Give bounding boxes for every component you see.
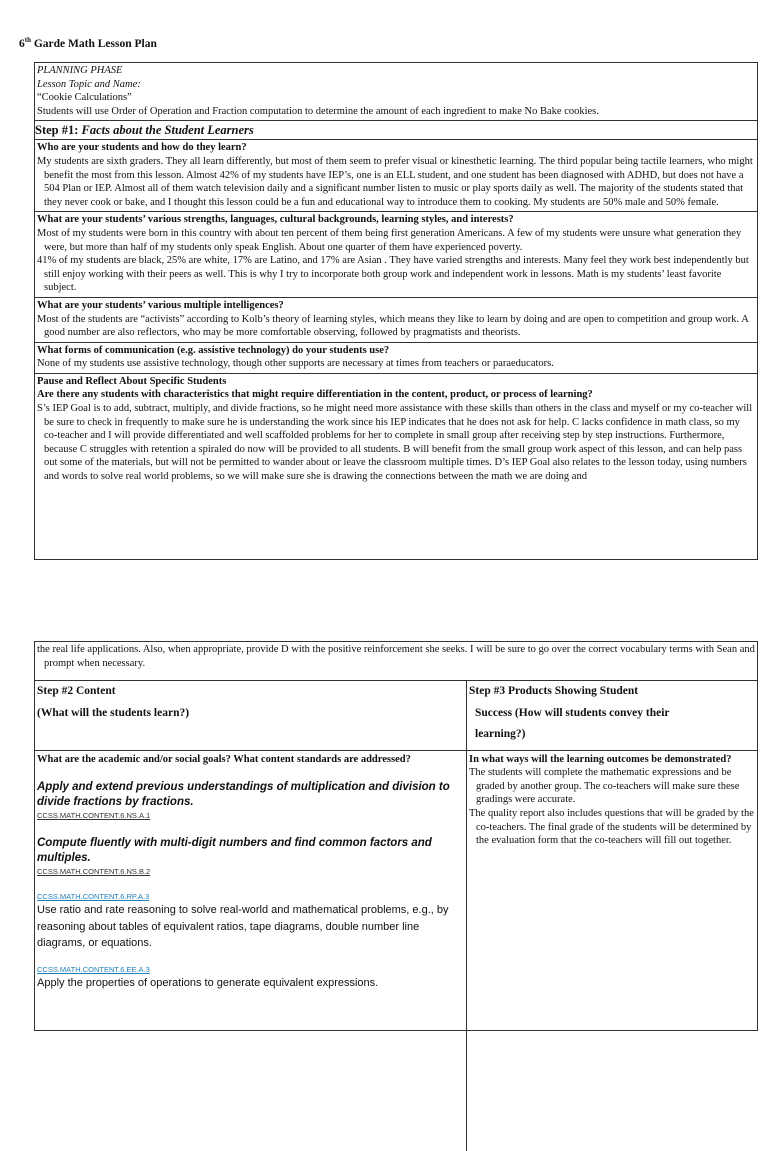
outcomes-answer-1: The students will complete the mathematic expressions and be graded by another group. The co-teachers will make sure these gradings were accurate.	[469, 767, 740, 806]
step1-header: Step #1: Facts about the Student Learners	[35, 121, 757, 140]
steps-header-row	[35, 681, 757, 751]
page-title: 6th Garde Math Lesson Plan	[19, 36, 157, 50]
students-learn-answer: My students are sixth graders. They all learn differently, but most of them seem to prefer visual or kinesthetic learning. The third popular being tactile learners, who might benefit the most from this lesson. Almost 42% of my students have IEP’s, one is an ELL student, and one student has been diagnosed with ADHD, but does not have a 504 Plan or IEP. Almost all of them watch television daily and a significant number listen to music or play sports daily as well. The majority of the students stated that they never cook or bake, and I thought this lesson could be a fun and educational way to introduce them to cooking. My students are 50% male and 50% female.	[37, 155, 753, 208]
intelligences-question: What are your students’ various multiple intelligences?	[37, 299, 284, 311]
communication-answer: None of my students use assistive technology, though other supports are necessary at times from teachers or paraeducators.	[37, 358, 554, 370]
students-learn-section	[35, 140, 757, 212]
outcomes-answer-2: The quality report also includes questions that will be graded by the co-teachers. The final grade of the students will be determined by the evaluation form that the co-teachers will fill out together.	[469, 808, 754, 847]
strengths-section	[35, 212, 757, 298]
pause-reflect-heading: Pause and Reflect About Specific Students	[37, 375, 227, 387]
strengths-answer-2: 41% of my students are black, 25% are white, 17% are Latino, and 17% are Asian . They have varied strengths and interests. Many feel they work best independently but still enjoy working with their peers as well. This is why I try to incorporate both group work and independent work in lessons. Math is my students’ least favorite subject.	[37, 255, 749, 294]
topic-label: Lesson Topic and Name:	[37, 78, 141, 90]
communication-question: What forms of communication (e.g. assistive technology) do your students use?	[37, 344, 390, 356]
strengths-question: What are your students’ various strengths, languages, cultural backgrounds, learning styles, and interests?	[37, 214, 514, 226]
intelligences-section	[35, 298, 757, 343]
topic-name: “Cookie Calculations”	[37, 92, 132, 104]
standard-4-link[interactable]: CCSS.MATH.CONTENT.6.EE.A.3	[37, 964, 150, 974]
step3-header: Step #3 Products Showing Student Success (How will students convey their learning?)	[469, 685, 670, 741]
standard-4-text: Apply the properties of operations to generate equivalent expressions.	[37, 976, 379, 989]
outcomes-question: In what ways will the learning outcomes be demonstrated?	[469, 753, 732, 765]
content-table	[34, 641, 758, 1031]
standard-3-text: Use ratio and rate reasoning to solve real-world and mathematical problems, e.g., by reasoning about tables of equivalent ratios, tape diagrams, double number line diagrams, or equations.	[37, 904, 449, 950]
standard-3-link[interactable]: CCSS.MATH.CONTENT.6.RP.A.3	[37, 892, 150, 902]
step3-body	[467, 751, 757, 1151]
intelligences-answer: Most of the students are “activists” according to Kolb’s theory of learning styles, which means they like to learn by doing and are open to competition and group work. A good number are also reflectors, who may be more comfortable observing, followed by pragmatists and theorists.	[37, 313, 749, 339]
planning-phase-label: PLANNING PHASE	[37, 65, 123, 76]
lesson-summary: Students will use Order of Operation and Fraction computation to determine the amount of each ingredient to make No Bake cookies.	[37, 105, 599, 117]
step2-body	[35, 751, 467, 1151]
differentiation-answer: S’s IEP Goal is to add, subtract, multiply, and divide fractions, so he might need more assistance with these skills than others in the class and myself or my co-teacher will be sure to check in frequently to make sure he is understanding the work since his IEP indicates that he does not ask for help. C lacks confidence in math class, so my co-teacher and I will provide differentiated and well scaffolded problems for her to complete in small group after receiving step by step instructions. Furthermore, because C struggles with retention a spiraled do now will be provided to all students. B will benefit from the small group work aspect of this lesson, and can help pass out some of the materials, but will not be permitted to wander about or leave the classroom multiple times. D’s IEP Goal also relates to the lesson today, using numbers and words to solve real world problems, so we will make sure she is drawing the connections between the math we are doing and	[37, 403, 753, 483]
standard-1-text: Apply and extend previous understandings of multiplication and division to divide fractions by fractions.	[37, 781, 450, 809]
differentiation-question: Are there any students with characteristics that might require differentiation in the content, product, or process of learning?	[37, 389, 593, 401]
steps-body-row	[35, 751, 757, 1151]
continuation-text: the real life applications. Also, when appropriate, provide D with the positive reinforcement she seeks. I will be sure to go over the correct vocabulary terms with Sean and prompt when necessary.	[37, 644, 755, 669]
planning-phase-row	[35, 63, 757, 121]
standard-2-text: Compute fluently with multi-digit numbers and find common factors and multiples.	[37, 837, 432, 865]
step2-header: Step #2 Content (What will the students learn?)	[35, 681, 467, 750]
strengths-answer-1: Most of my students were born in this country with about ten percent of them being first generation Americans. A few of my students were unsure what generation they were, but more than half of my students only speak English. About one quarter of them have experienced poverty.	[37, 227, 742, 253]
standard-1-code: CCSS.MATH.CONTENT.6.NS.A.1	[37, 811, 151, 821]
students-learn-question: Who are your students and how do they learn?	[37, 142, 247, 154]
standard-2-code: CCSS.MATH.CONTENT.6.NS.B.2	[37, 867, 151, 877]
differentiation-section	[35, 374, 757, 486]
continuation-row	[35, 642, 757, 681]
communication-section	[35, 343, 757, 374]
planning-table	[34, 62, 758, 560]
goals-question: What are the academic and/or social goals? What content standards are addressed?	[37, 753, 411, 765]
